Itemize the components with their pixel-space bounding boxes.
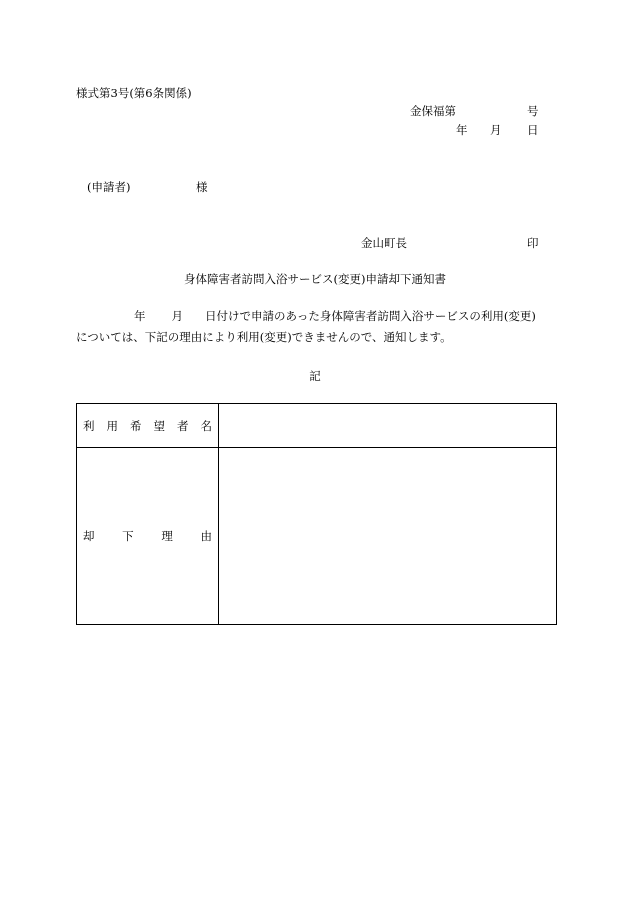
date-year: 年 bbox=[456, 123, 468, 137]
body-line-1 bbox=[76, 306, 558, 327]
table-row-applicant bbox=[77, 404, 557, 448]
body-year: 年 bbox=[134, 309, 146, 323]
details-table bbox=[76, 403, 557, 625]
reference-suffix: 号 bbox=[527, 104, 539, 118]
body-paragraph bbox=[76, 306, 558, 348]
seal-mark: 印 bbox=[527, 236, 539, 250]
document-title: 身体障害者訪問入浴サービス(変更)申請却下通知書 bbox=[184, 272, 446, 286]
body-line-1-rest: 日付けで申請のあった身体障害者訪問入浴サービスの利用(変更) bbox=[205, 309, 536, 323]
applicant-honorific: 様 bbox=[196, 180, 208, 194]
row-label-rejection-reason: 却 下 理 由 bbox=[77, 448, 219, 625]
reference-prefix: 金保福第 bbox=[410, 104, 456, 118]
date-day: 日 bbox=[527, 123, 539, 137]
body-month: 月 bbox=[171, 309, 183, 323]
table-row-reason bbox=[77, 448, 557, 625]
form-number: 様式第3号(第6条関係) bbox=[76, 86, 192, 100]
row-label-applicant-name: 利 用 希 望 者 名 bbox=[77, 404, 219, 448]
row-value-applicant-name[interactable] bbox=[219, 404, 557, 448]
body-line-2: については、下記の理由により利用(変更)できませんので、通知します。 bbox=[76, 330, 452, 344]
issuer-name: 金山町長 bbox=[361, 236, 407, 250]
date-month: 月 bbox=[490, 123, 502, 137]
row-value-rejection-reason[interactable] bbox=[219, 448, 557, 625]
applicant-label: (申請者) bbox=[87, 180, 131, 194]
ki-heading: 記 bbox=[309, 369, 321, 383]
